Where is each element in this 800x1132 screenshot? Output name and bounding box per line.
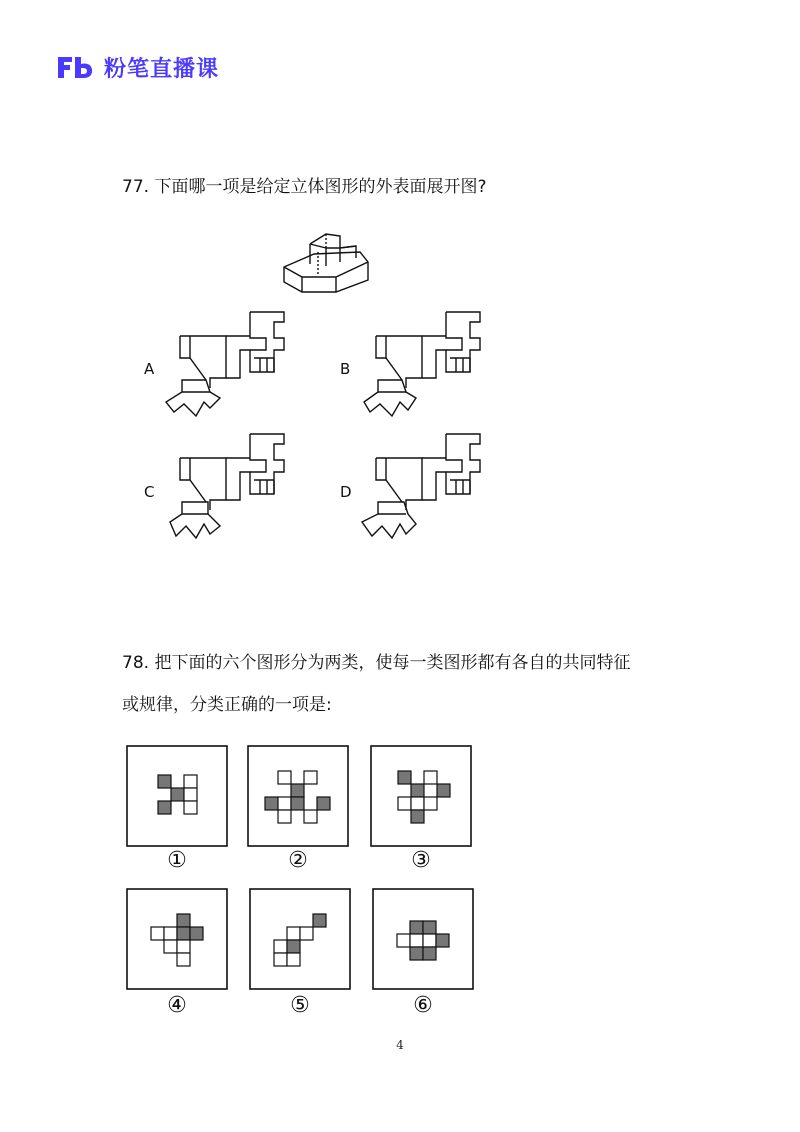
page-number: 4 xyxy=(396,1038,404,1052)
option-d-net xyxy=(356,430,486,544)
brand-logo xyxy=(56,52,219,82)
option-c-label: C xyxy=(144,483,155,501)
option-a-label: A xyxy=(144,360,155,378)
logo-text: 粉笔直播课 xyxy=(104,56,220,82)
figure-5-box xyxy=(249,888,351,990)
question-78-text-line2: 或规律，分类正确的一项是: xyxy=(122,695,332,715)
option-b-net xyxy=(356,308,486,422)
figure-4-number: ④ xyxy=(167,993,187,1018)
figure-6-number: ⑥ xyxy=(413,993,433,1018)
q77-solid-figure xyxy=(280,222,380,300)
figure-3-number: ③ xyxy=(411,848,431,873)
option-d-label: D xyxy=(340,483,352,501)
question-77-text: 77. 下面哪一项是给定立体图形的外表面展开图? xyxy=(122,177,487,197)
figure-1-box xyxy=(126,745,228,847)
figure-3-box xyxy=(370,745,472,847)
figure-6-box xyxy=(372,888,474,990)
option-a-net xyxy=(160,308,290,422)
option-b-label: B xyxy=(340,360,351,378)
fb-logo-icon xyxy=(56,54,96,80)
figure-1-number: ① xyxy=(167,848,187,873)
figure-2-number: ② xyxy=(288,848,308,873)
question-78-text-line1: 78. 把下面的六个图形分为两类，使每一类图形都有各自的共同特征 xyxy=(122,653,631,673)
figure-4-box xyxy=(126,888,228,990)
figure-5-number: ⑤ xyxy=(290,993,310,1018)
figure-2-box xyxy=(247,745,349,847)
option-c-net xyxy=(160,430,290,544)
